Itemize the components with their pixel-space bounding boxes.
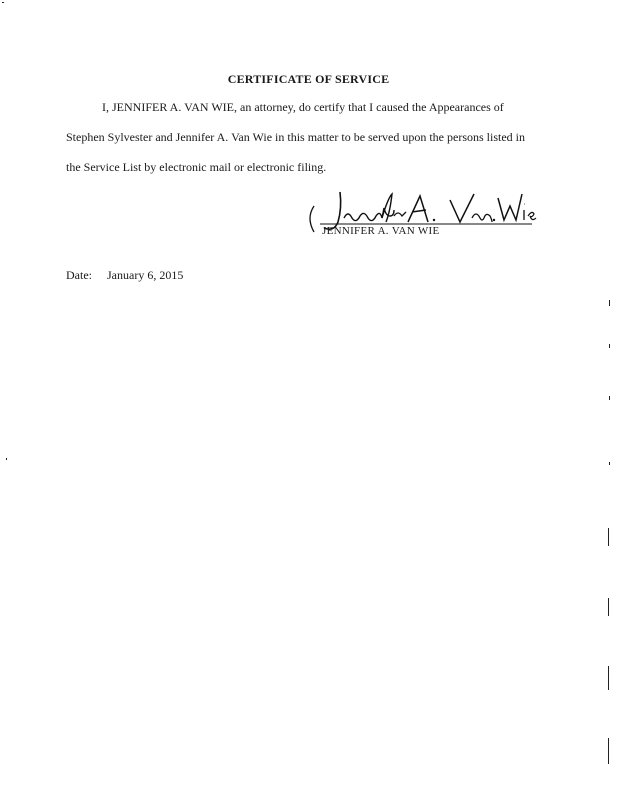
date-value: January 6, 2015 [107,268,184,282]
scan-artifact [2,2,4,3]
scan-artifact [609,300,610,306]
printed-signer-name: JENNIFER A. VAN WIE [322,225,440,237]
paragraph-line-1: I, JENNIFER A. VAN WIE, an attorney, do certify that I caused the Appearances of [102,100,504,114]
scan-artifact [609,396,610,400]
date-row [66,268,183,283]
paragraph-line-2: Stephen Sylvester and Jennifer A. Van Wie in this matter to be served upon the persons listed in [66,130,525,144]
scan-artifact [609,344,610,348]
date-label: Date: [66,268,92,282]
scan-artifact [608,528,609,546]
scan-artifact [608,598,609,616]
signature-block [300,188,540,240]
scan-artifact [608,666,609,690]
document-title: CERTIFICATE OF SERVICE [227,72,390,86]
scan-artifact [608,738,609,764]
paragraph-line-3: the Service List by electronic mail or electronic filing. [66,160,327,174]
scan-artifact [609,462,610,465]
scan-artifact [6,458,7,460]
